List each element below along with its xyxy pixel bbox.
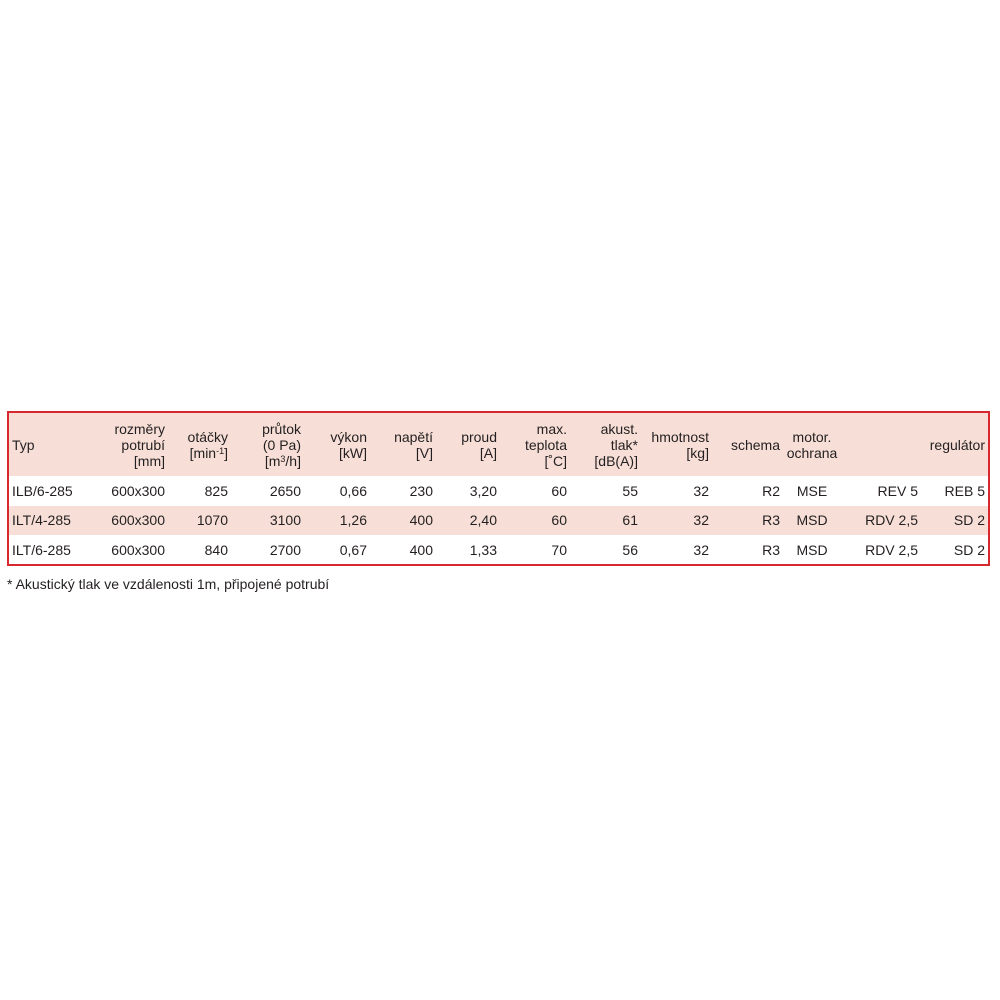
- cell-regulator-1: RDV 2,5: [865, 512, 918, 529]
- header-row: [8, 412, 989, 476]
- cell-rozmery: 600x300: [111, 482, 165, 499]
- cell-schema: R3: [762, 512, 780, 529]
- footnote: * Akustický tlak ve vzdálenosti 1m, připojené potrubí: [7, 576, 330, 592]
- cell-regulator-1: REV 5: [877, 482, 918, 499]
- cell-prutok: 2700: [269, 541, 301, 558]
- cell-teplota: 70: [551, 541, 567, 558]
- cell-regulator-2: SD 2: [953, 512, 986, 529]
- header-regulator: regulátor: [929, 436, 986, 453]
- cell-prutok: 2650: [269, 482, 301, 499]
- cell-schema: R3: [762, 541, 780, 558]
- cell-vykon: 0,66: [339, 482, 367, 499]
- cell-vykon: 1,26: [339, 512, 367, 529]
- cell-napeti: 400: [409, 512, 433, 529]
- cell-typ: ILB/6-285: [12, 482, 73, 499]
- cell-rozmery: 600x300: [111, 541, 165, 558]
- spec-table: [7, 411, 990, 566]
- cell-regulator-2: REB 5: [944, 482, 986, 499]
- cell-proud: 1,33: [469, 541, 497, 558]
- cell-rozmery: 600x300: [111, 512, 165, 529]
- cell-napeti: 230: [409, 482, 433, 499]
- cell-proud: 3,20: [469, 482, 497, 499]
- header-typ: Typ: [12, 436, 35, 453]
- cell-regulator-2: SD 2: [953, 541, 986, 558]
- header-teplota: max. teplota [˚C]: [524, 420, 567, 469]
- cell-hmotnost: 32: [693, 482, 709, 499]
- cell-napeti: 400: [409, 541, 433, 558]
- header-ochrana: motor. ochrana: [786, 428, 838, 461]
- cell-prutok: 3100: [269, 512, 301, 529]
- cell-proud: 2,40: [469, 512, 497, 529]
- cell-ochrana: MSD: [796, 541, 828, 558]
- table-row: [8, 535, 989, 565]
- cell-typ: ILT/6-285: [12, 541, 71, 558]
- cell-tlak: 55: [622, 482, 638, 499]
- cell-otacky: 825: [204, 482, 228, 499]
- header-vykon: výkon [kW]: [330, 428, 367, 461]
- cell-ochrana: MSE: [796, 482, 828, 499]
- cell-ochrana: MSD: [796, 512, 828, 529]
- cell-otacky: 840: [204, 541, 228, 558]
- header-otacky: otáčky $[\min^{-1}]$: [187, 428, 228, 461]
- header-prutok: průtok (0 Pa) $[m^3/h]$: [262, 420, 301, 469]
- header-napeti: napětí [V]: [394, 428, 433, 461]
- header-rozmery: rozměry potrubí [mm]: [114, 420, 165, 469]
- cell-hmotnost: 32: [693, 512, 709, 529]
- header-proud: proud [A]: [461, 428, 497, 461]
- cell-tlak: 56: [622, 541, 638, 558]
- cell-regulator-1: RDV 2,5: [865, 541, 918, 558]
- cell-tlak: 61: [622, 512, 638, 529]
- cell-schema: R2: [762, 482, 780, 499]
- table-row: [8, 476, 989, 506]
- header-schema: schema: [730, 436, 780, 453]
- cell-teplota: 60: [551, 512, 567, 529]
- cell-otacky: 1070: [196, 512, 228, 529]
- cell-typ: ILT/4-285: [12, 512, 71, 529]
- header-hmotnost: hmotnost [kg]: [651, 428, 709, 461]
- table-row: [8, 506, 989, 536]
- cell-hmotnost: 32: [693, 541, 709, 558]
- cell-vykon: 0,67: [339, 541, 367, 558]
- cell-teplota: 60: [551, 482, 567, 499]
- header-tlak: akust. tlak* [dB(A)]: [594, 420, 638, 469]
